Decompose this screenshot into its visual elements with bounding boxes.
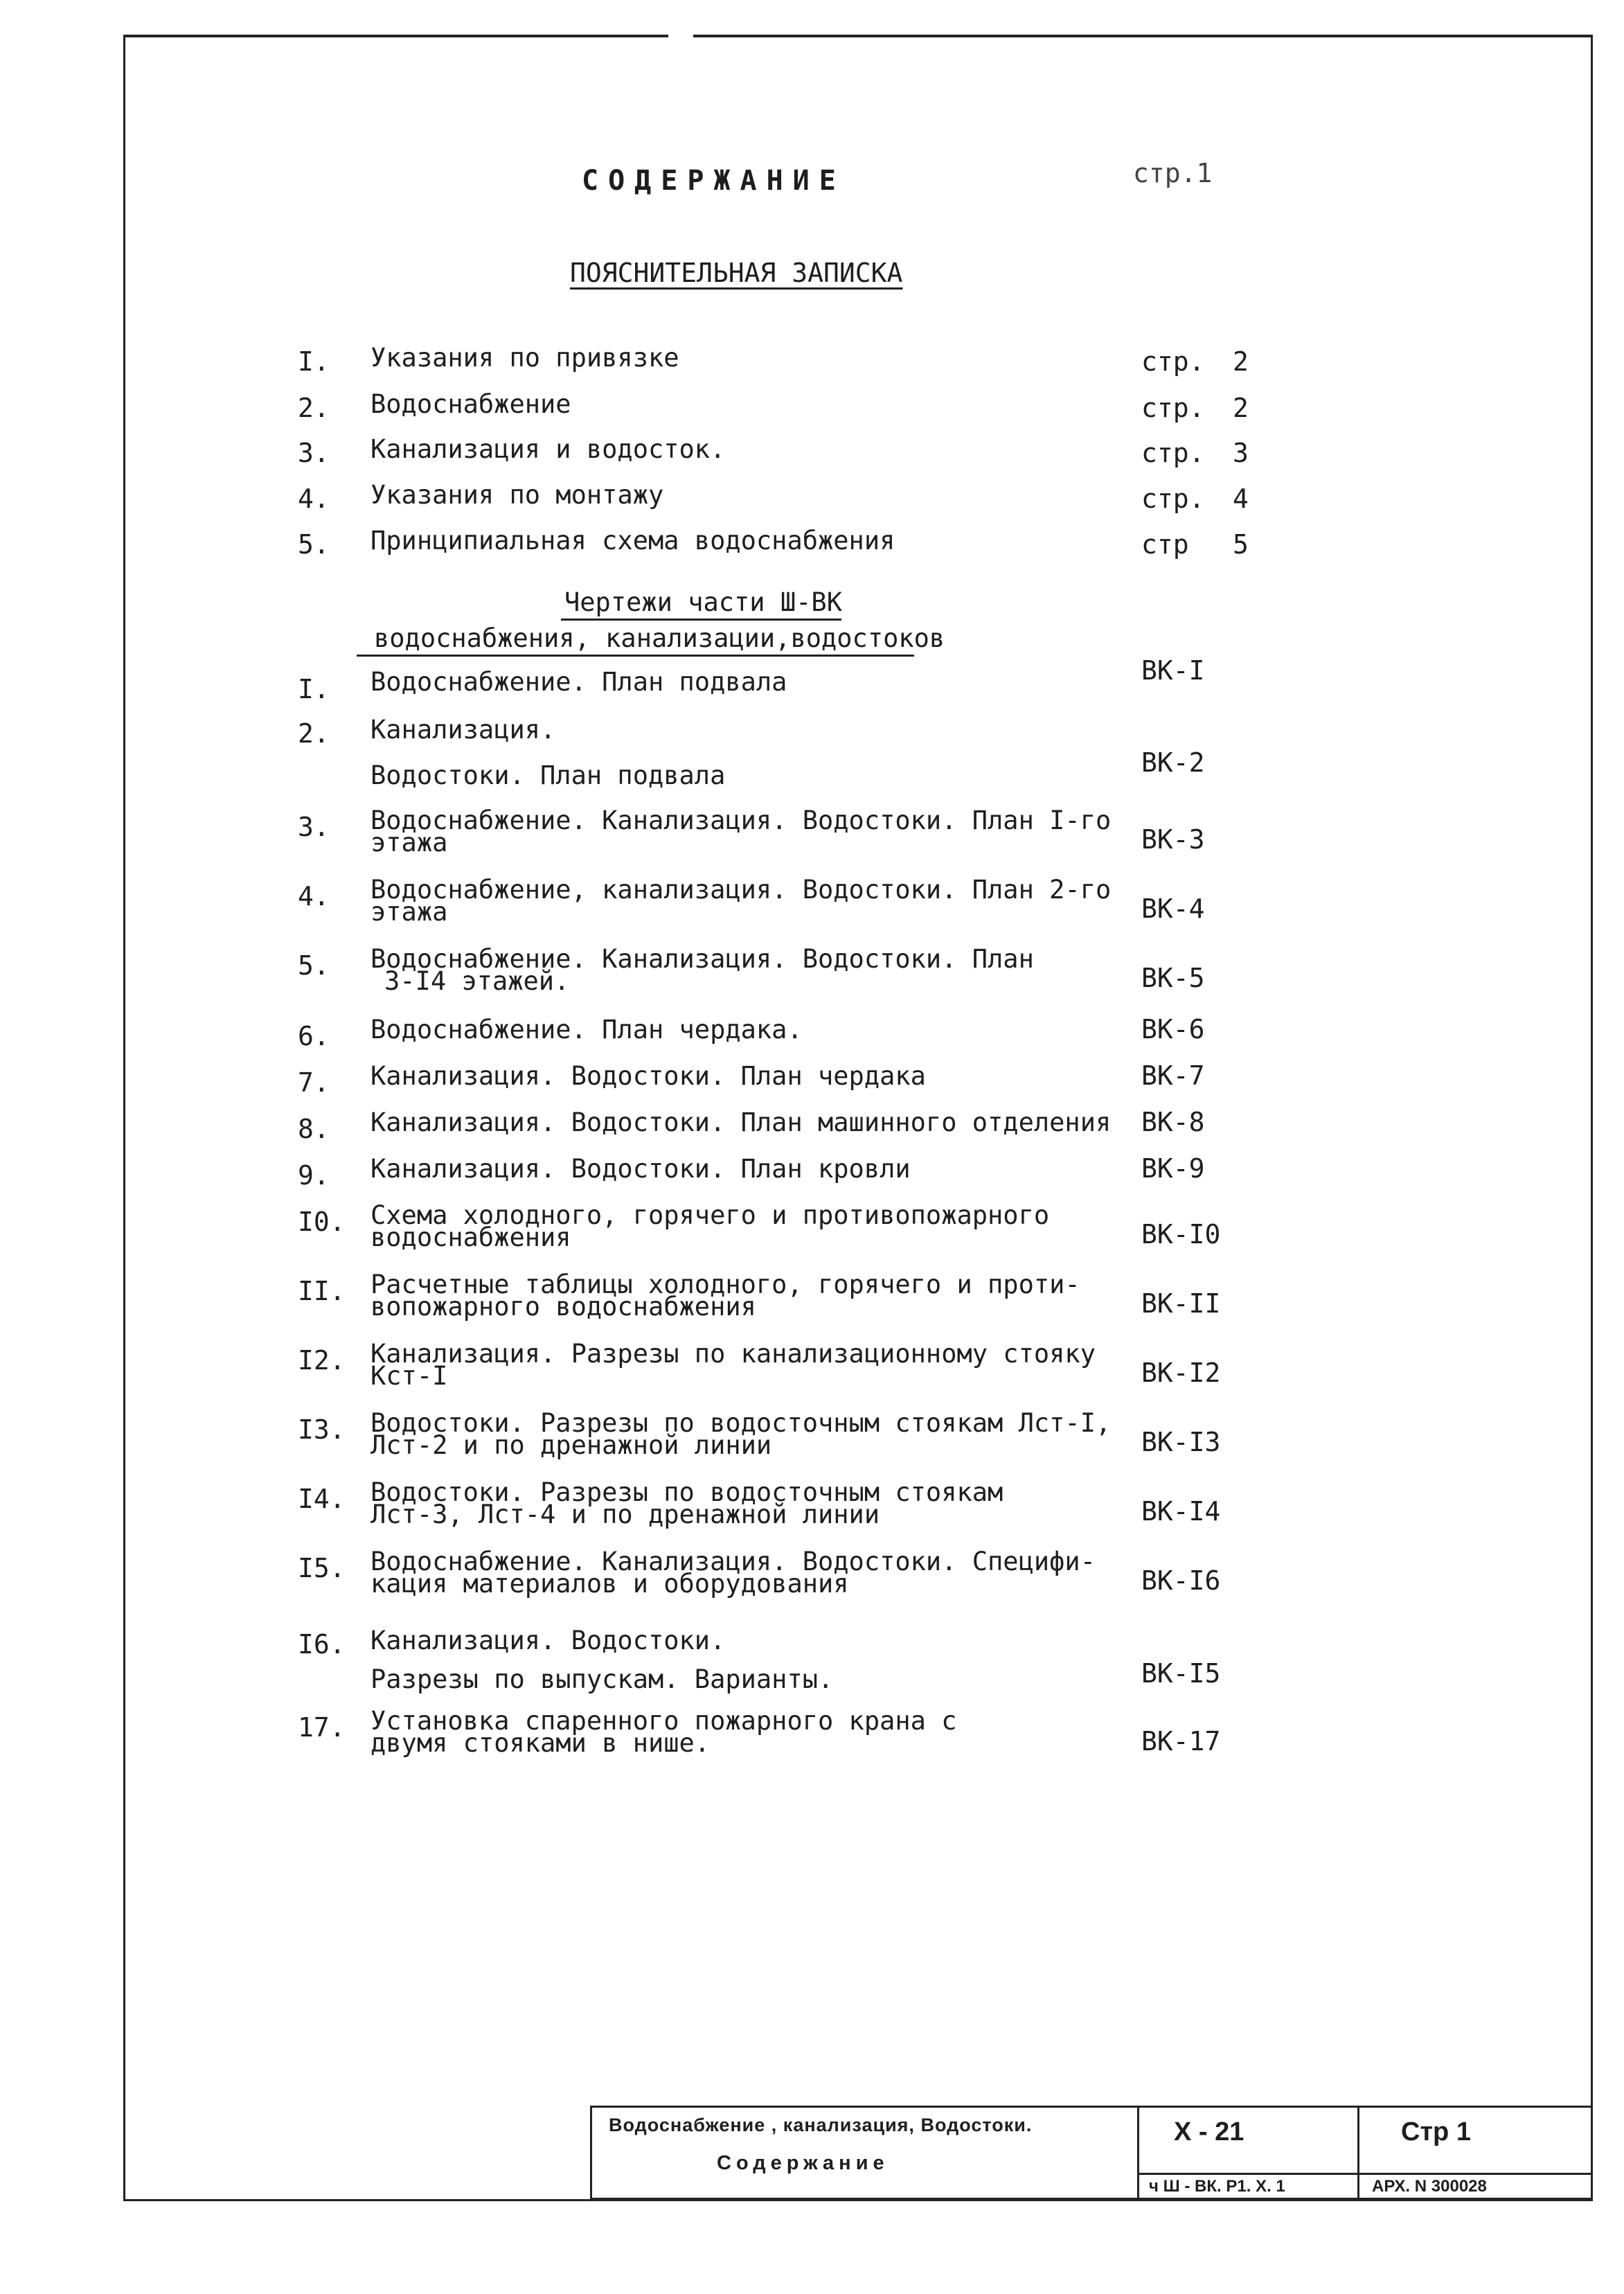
drawing-item-num: II. <box>298 1276 346 1306</box>
drawing-item-label: Водоснабжение. План подвала <box>371 667 787 697</box>
drawing-item-ref: ВК-I <box>1141 655 1205 686</box>
stamp-page-cell <box>1359 2108 1591 2198</box>
stamp-page: Стр 1 <box>1401 2117 1471 2146</box>
drawing-item-label: Водостоки. Разрезы по водосточным стоякам Лст-I, <box>371 1408 1112 1438</box>
drawing-item-ref: ВК-4 <box>1141 893 1205 924</box>
stamp-sheet-title: Содержание <box>717 2152 889 2174</box>
drawing-item-ref: ВК-3 <box>1141 824 1205 855</box>
drawing-item-label: Схема холодного, горячего и противопожарного <box>371 1200 1050 1230</box>
title-block <box>590 2106 1593 2200</box>
note-item-label: Указания по привязке <box>371 343 679 373</box>
drawing-item-label-cont: этажа <box>371 828 448 857</box>
drawing-item-ref: ВК-6 <box>1141 1014 1205 1044</box>
note-item-num: 2. <box>298 393 330 423</box>
stamp-divider <box>1139 2173 1359 2175</box>
drawing-item-num: 17. <box>298 1712 346 1743</box>
drawing-item-ref: ВК-II <box>1141 1288 1221 1319</box>
drawing-item-label-cont: Кст-I <box>371 1361 448 1391</box>
note-item-page: 5 <box>1233 529 1249 560</box>
heading-underline <box>561 619 841 621</box>
drawing-item-num: I5. <box>298 1553 346 1583</box>
section-heading-drawings: Чертежи части Ш-ВК <box>564 587 842 617</box>
document-title: СОДЕРЖАНИЕ <box>582 165 846 197</box>
drawing-item-ref: ВК-I4 <box>1141 1496 1221 1527</box>
stamp-code-cell <box>1139 2108 1359 2198</box>
drawing-item-num: I. <box>298 674 330 704</box>
drawing-item-num: I2. <box>298 1345 346 1376</box>
drawing-item-label-cont: этажа <box>371 897 448 927</box>
drawing-item-num: I4. <box>298 1484 346 1514</box>
drawing-item-label: Канализация. Водостоки. План чердака <box>371 1061 926 1091</box>
stamp-designation: ч Ш - ВК. Р1. Х. 1 <box>1149 2177 1285 2196</box>
note-item-num: 4. <box>298 483 330 514</box>
drawing-item-ref: ВК-17 <box>1141 1726 1221 1757</box>
drawing-item-ref: ВК-8 <box>1141 1107 1205 1137</box>
note-item-prefix: стр. <box>1141 393 1205 423</box>
drawing-item-ref: ВК-I6 <box>1141 1565 1221 1596</box>
drawing-item-num: 3. <box>298 812 330 842</box>
note-item-num: I. <box>298 346 330 377</box>
note-item-page: 4 <box>1233 483 1249 514</box>
drawing-item-ref: ВК-I3 <box>1141 1427 1221 1457</box>
note-item-page: 2 <box>1233 393 1249 423</box>
drawing-item-ref: ВК-2 <box>1141 747 1205 778</box>
stamp-project-cell <box>592 2108 1139 2198</box>
drawing-item-num: 5. <box>298 950 330 981</box>
drawing-item-label-cont: кация материалов и оборудования <box>371 1569 849 1599</box>
drawing-item-ref: ВК-5 <box>1141 963 1205 993</box>
drawing-item-ref: ВК-7 <box>1141 1060 1205 1091</box>
note-item-prefix: стр. <box>1141 438 1205 468</box>
frame-gap <box>668 30 693 42</box>
drawing-item-num: 9. <box>298 1160 330 1191</box>
drawing-item-label: Канализация. <box>371 715 556 745</box>
note-item-label: Указания по монтажу <box>371 480 664 510</box>
note-item-prefix: стр. <box>1141 346 1205 377</box>
note-item-num: 5. <box>298 529 330 560</box>
drawing-item-label-cont: 3-I4 этажей. <box>384 966 570 996</box>
drawing-item-label: Канализация. Водостоки. План кровли <box>371 1154 911 1184</box>
stamp-archive: АРХ. N 300028 <box>1372 2177 1487 2196</box>
drawing-item-ref: ВК-I2 <box>1141 1358 1221 1388</box>
drawing-item-label: Канализация. Водостоки. План машинного отделения <box>371 1108 1112 1137</box>
note-item-prefix: стр. <box>1141 483 1205 514</box>
note-item-num: 3. <box>298 438 330 468</box>
page-reference: стр.1 <box>1133 158 1213 188</box>
note-item-label: Водоснабжение <box>371 389 571 419</box>
drawing-item-ref: ВК-I5 <box>1141 1658 1221 1689</box>
stamp-project: Водоснабжение , канализация, Водостоки. <box>609 2115 1033 2135</box>
drawing-item-label: Водостоки. Разрезы по водосточным стоякам <box>371 1477 1003 1507</box>
drawing-item-label-cont: двумя стояками в нише. <box>371 1728 711 1758</box>
drawing-item-num: I6. <box>298 1629 346 1660</box>
note-item-label: Принципиальная схема водоснабжения <box>371 526 895 555</box>
note-item-prefix: стр <box>1141 529 1189 560</box>
drawing-item-label-cont: водоснабжения <box>371 1222 571 1252</box>
note-item-page: 3 <box>1233 438 1249 468</box>
stamp-code: X - 21 <box>1174 2117 1244 2146</box>
note-item-page: 2 <box>1233 346 1249 377</box>
drawing-item-num: 2. <box>298 718 330 749</box>
drawing-item-num: 7. <box>298 1067 330 1098</box>
drawing-item-label-cont: Водостоки. План подвала <box>371 761 726 790</box>
drawing-item-label: Канализация. Разрезы по канализационному стояку <box>371 1339 1096 1369</box>
section-subheading-drawings: водоснабжения, канализации,водостоков <box>374 623 945 653</box>
drawing-item-label: Канализация. Водостоки. <box>371 1626 726 1655</box>
subheading-underline <box>357 655 914 657</box>
drawing-item-num: 8. <box>298 1114 330 1144</box>
drawing-item-num: 4. <box>298 881 330 912</box>
drawing-item-num: 6. <box>298 1021 330 1051</box>
drawing-item-ref: ВК-I0 <box>1141 1219 1221 1250</box>
drawing-item-label: Водоснабжение. Канализация. Водостоки. Специфи- <box>371 1547 1096 1576</box>
drawing-item-label-cont: вопожарного водоснабжения <box>371 1292 756 1322</box>
drawing-item-label-cont: Разрезы по выпускам. Варианты. <box>371 1664 834 1694</box>
drawing-item-label-cont: Лст-2 и по дренажной линии <box>371 1430 772 1460</box>
drawing-item-label-cont: Лст-3, Лст-4 и по дренажной линии <box>371 1500 880 1529</box>
drawing-item-label: Расчетные таблицы холодного, горячего и проти- <box>371 1270 1080 1299</box>
drawing-item-ref: ВК-9 <box>1141 1153 1205 1184</box>
note-item-label: Канализация и водосток. <box>371 434 726 464</box>
drawing-item-label: Водоснабжение. План чердака. <box>371 1015 803 1044</box>
stamp-divider <box>1359 2173 1591 2175</box>
drawing-item-label: Водоснабжение. Канализация. Водостоки. План I-го <box>371 806 1112 835</box>
drawing-item-label: Водоснабжение. Канализация. Водостоки. План <box>371 944 1034 974</box>
section-heading-note: ПОЯСНИТЕЛЬНАЯ ЗАПИСКА <box>570 258 903 288</box>
drawing-item-label: Установка спаренного пожарного крана с <box>371 1706 957 1736</box>
drawing-item-label: Водоснабжение, канализация. Водостоки. План 2-го <box>371 875 1112 905</box>
drawing-item-num: I0. <box>298 1207 346 1237</box>
drawing-item-num: I3. <box>298 1414 346 1445</box>
